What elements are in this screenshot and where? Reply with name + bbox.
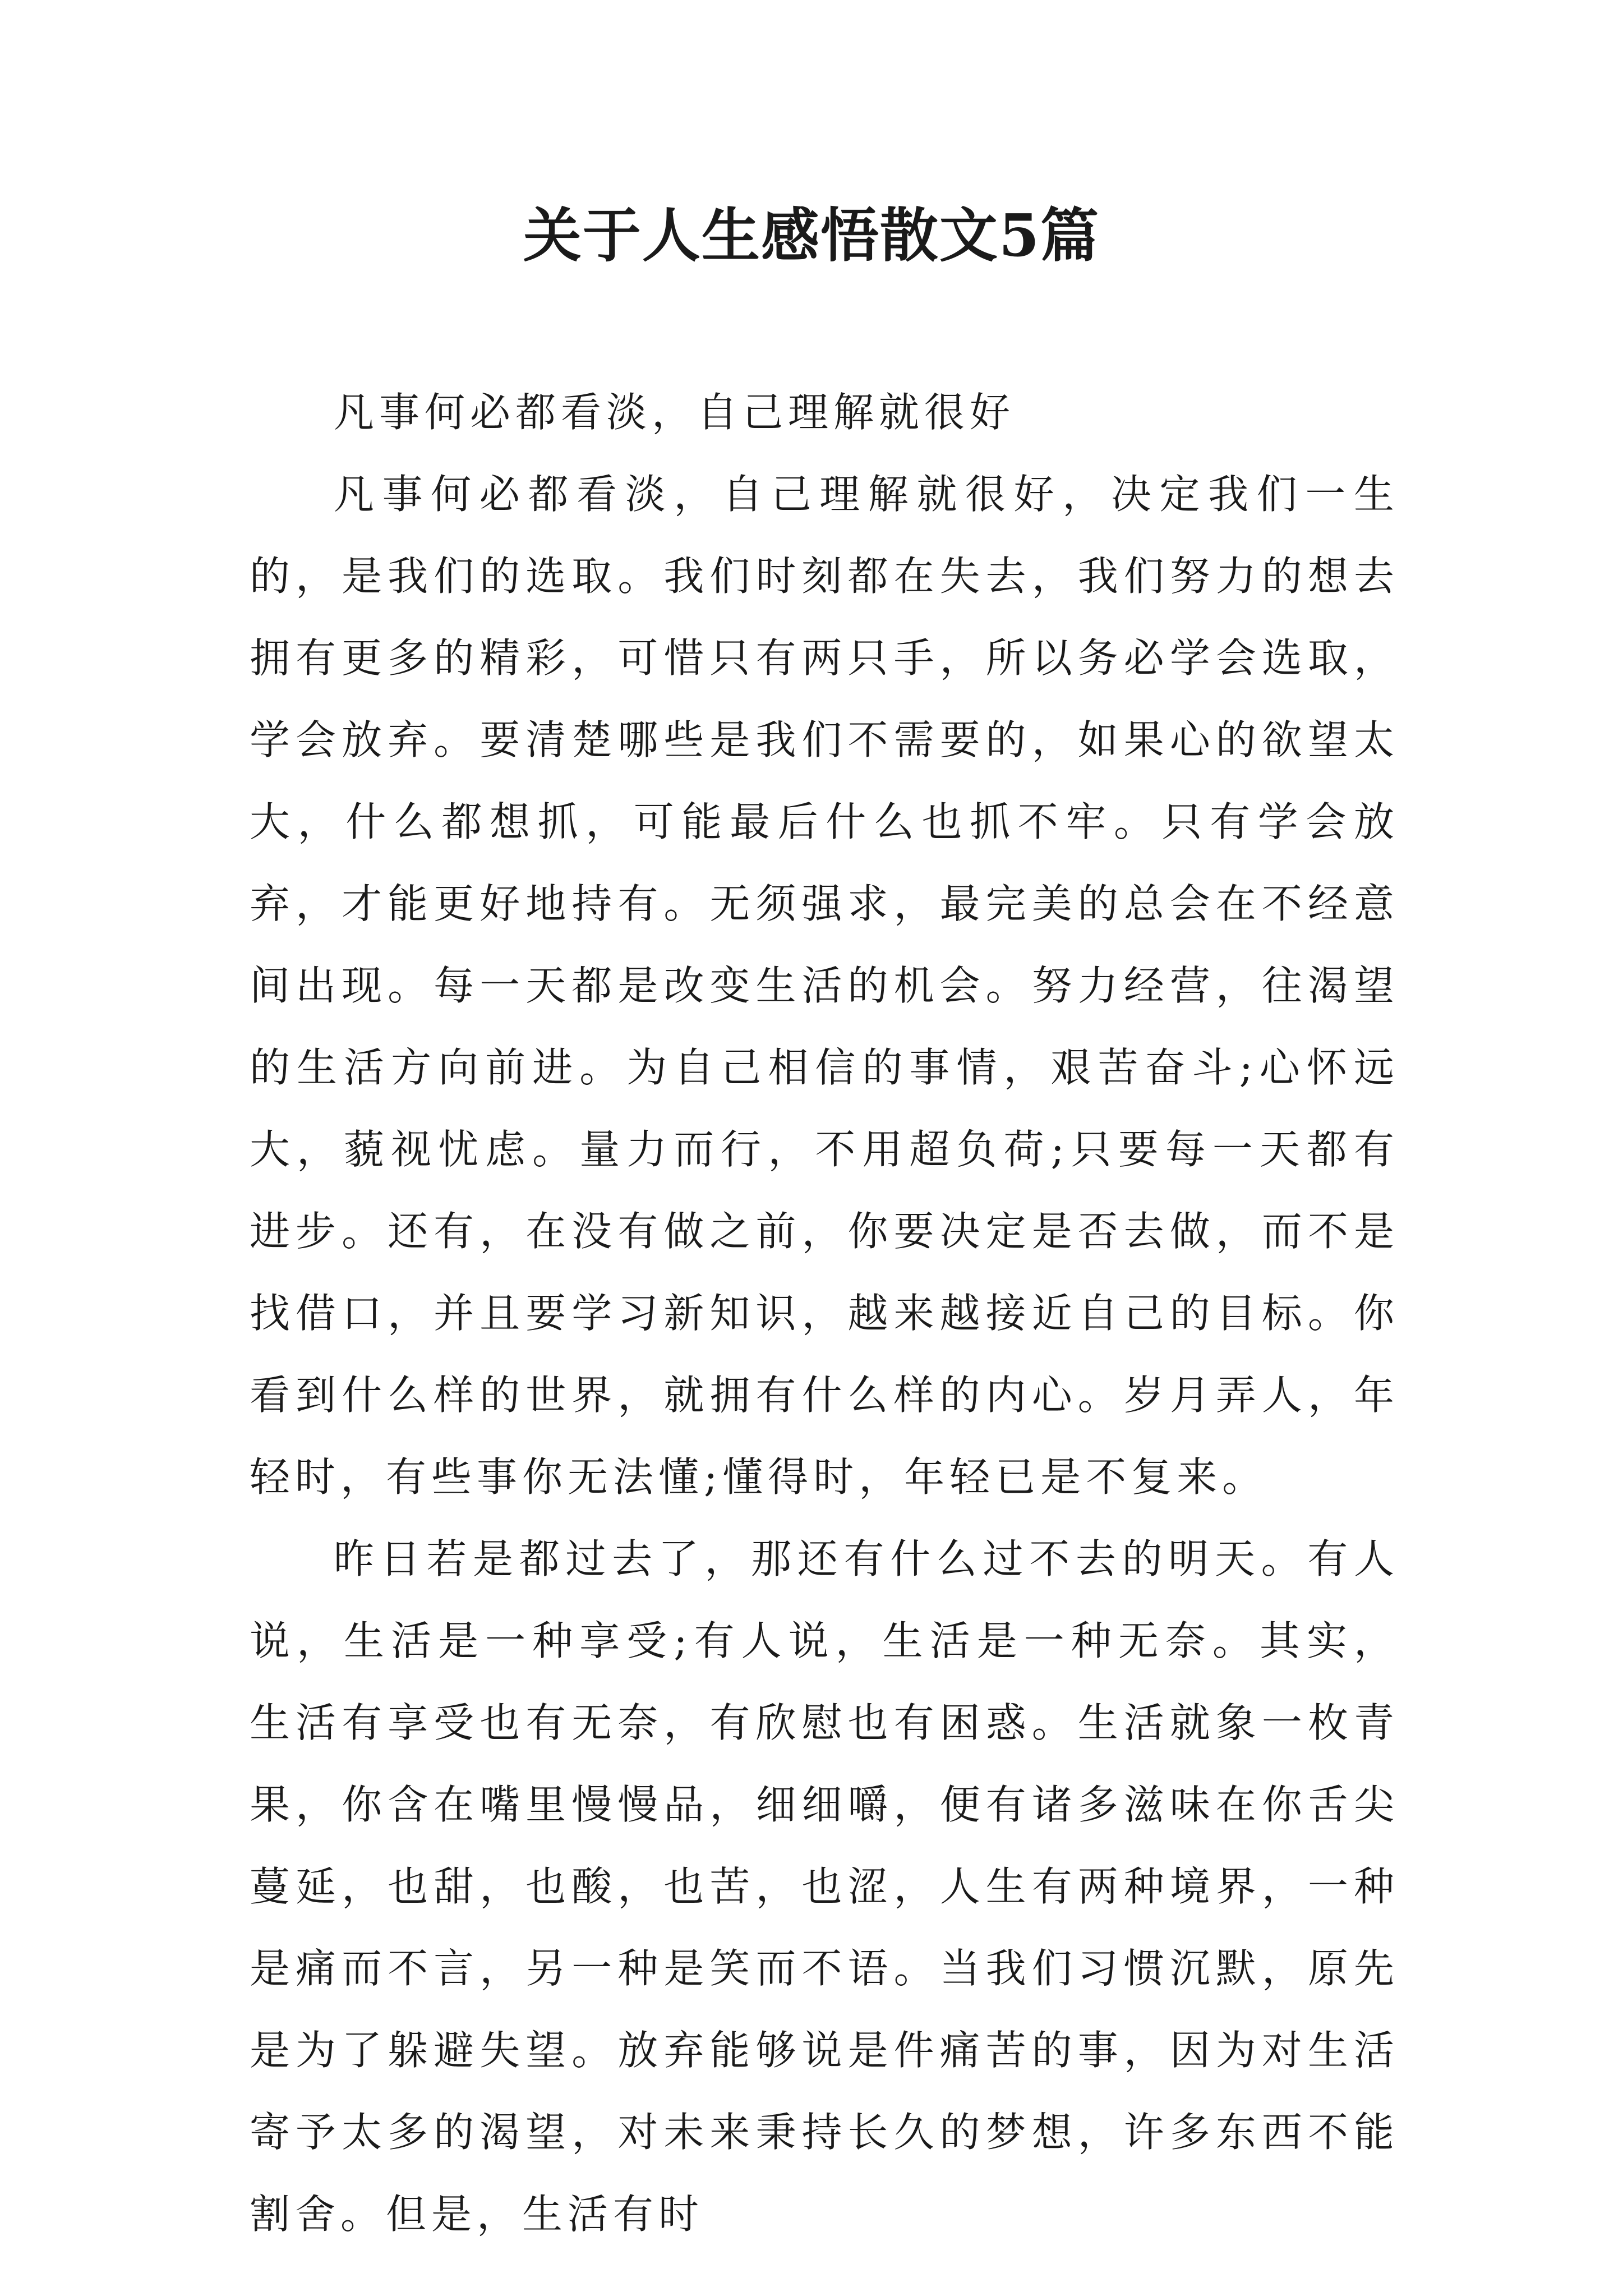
paragraph: 凡事何必都看淡，自己理解就很好，决定我们一生的，是我们的选取。我们时刻都在失去，我们努力的想去拥有更多的精彩，可惜只有两只手，所以务必学会选取，学会放弃。要清楚哪些是我们不需要的，如果心的欲望太大，什么都想抓，可能最后什么也抓不牢。只有学会放弃，才能更好地持有。无须强求，最完美的总会在不经意间出现。每一天都是改变生活的机会。努力经营，往渴望的生活方向前进。为自己相信的事情，艰苦奋斗;心怀远大，藐视忧虑。量力而行，不用超负荷;只要每一天都有进步。还有，在没有做之前，你要决定是否去做，而不是找借口，并且要学习新知识，越来越接近自己的目标。你看到什么样的世界，就拥有什么样的内心。岁月弄人，年轻时，有些事你无法懂;懂得时，年轻已是不复来。 [250, 471, 1399, 1501]
section-heading: 凡事何必都看淡，自己理解就很好 [334, 389, 1016, 436]
document-body [250, 371, 1399, 2255]
paragraph: 昨日若是都过去了，那还有什么过不去的明天。有人说，生活是一种享受;有人说，生活是一种无奈。其实，生活有享受也有无奈，有欣慰也有困惑。生活就象一枚青果，你含在嘴里慢慢品，细细嚼，便有诸多滋味在你舌尖蔓延，也甜，也酸，也苦，也涩，人生有两种境界，一种是痛而不言，另一种是笑而不语。当我们习惯沉默，原先是为了躲避失望。放弃能够说是件痛苦的事，因为对生活寄予太多的渴望，对未来秉持长久的梦想，许多东西不能割舍。但是，生活有时 [250, 1535, 1399, 2238]
document-title: 关于人生感悟散文5篇 [523, 201, 1100, 270]
